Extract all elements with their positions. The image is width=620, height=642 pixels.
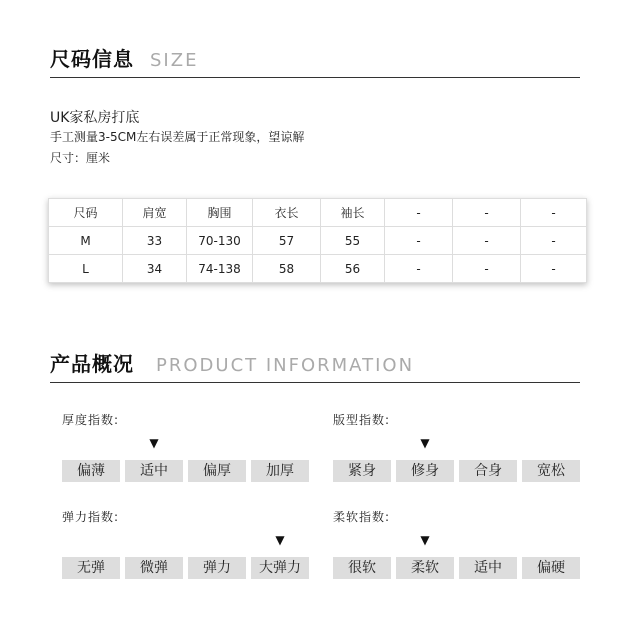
table-cell: 34 <box>123 255 187 283</box>
elasticity-index <box>62 508 307 608</box>
table-header-cell: - <box>385 199 453 227</box>
index-option: 宽松 <box>522 460 580 482</box>
fit-index <box>333 411 578 511</box>
index-option: 无弹 <box>62 557 120 579</box>
index-label: 厚度指数: <box>62 413 120 427</box>
index-option: 偏薄 <box>62 460 120 482</box>
index-option: 紧身 <box>333 460 391 482</box>
index-option: 大弹力 <box>251 557 309 579</box>
index-label: 弹力指数: <box>62 510 120 524</box>
table-header-cell: 衣长 <box>253 199 321 227</box>
index-label: 版型指数: <box>333 413 391 427</box>
table-cell: 70-130 <box>187 227 253 255</box>
size-section-header <box>50 47 580 78</box>
selected-arrow-icon: ▼ <box>275 533 285 547</box>
brand-note: UK家私房打底 <box>50 110 140 126</box>
selected-arrow-icon: ▼ <box>149 436 159 450</box>
table-cell: M <box>49 227 123 255</box>
thickness-index <box>62 411 307 511</box>
index-option: 偏硬 <box>522 557 580 579</box>
softness-index <box>333 508 578 608</box>
unit-note: 尺寸：厘米 <box>50 151 111 165</box>
measurement-note: 手工测量3-5CM左右误差属于正常现象，望谅解 <box>50 130 305 144</box>
selected-arrow-icon: ▼ <box>420 436 430 450</box>
index-option: 适中 <box>125 460 183 482</box>
table-header-cell: - <box>521 199 587 227</box>
table-cell: 33 <box>123 227 187 255</box>
table-cell: 57 <box>253 227 321 255</box>
product-section-title: 产品概况 <box>50 352 134 376</box>
table-cell: L <box>49 255 123 283</box>
table-cell: - <box>521 227 587 255</box>
table-header-row <box>49 199 587 227</box>
table-header-cell: 肩宽 <box>123 199 187 227</box>
index-option: 修身 <box>396 460 454 482</box>
table-cell: 58 <box>253 255 321 283</box>
table-cell: - <box>453 227 521 255</box>
table-cell: 55 <box>321 227 385 255</box>
table-header-cell: - <box>453 199 521 227</box>
product-section-header <box>50 352 580 383</box>
index-option: 柔软 <box>396 557 454 579</box>
table-cell: - <box>385 227 453 255</box>
table-cell: 74-138 <box>187 255 253 283</box>
table-row <box>49 255 587 283</box>
index-label: 柔软指数: <box>333 510 391 524</box>
size-section-title: 尺码信息 <box>50 47 134 71</box>
table-header-cell: 袖长 <box>321 199 385 227</box>
table-cell: 56 <box>321 255 385 283</box>
table-header-cell: 胸围 <box>187 199 253 227</box>
index-option: 很软 <box>333 557 391 579</box>
index-option: 偏厚 <box>188 460 246 482</box>
size-section-title-en: SIZE <box>150 50 199 71</box>
table-row <box>49 227 587 255</box>
table-cell: - <box>385 255 453 283</box>
table-cell: - <box>521 255 587 283</box>
index-option: 微弹 <box>125 557 183 579</box>
table-cell: - <box>453 255 521 283</box>
index-option: 加厚 <box>251 460 309 482</box>
table-header-cell: 尺码 <box>49 199 123 227</box>
index-option: 弹力 <box>188 557 246 579</box>
index-option: 合身 <box>459 460 517 482</box>
size-table <box>48 198 587 283</box>
product-section-title-en: PRODUCT INFORMATION <box>156 355 415 376</box>
selected-arrow-icon: ▼ <box>420 533 430 547</box>
index-option: 适中 <box>459 557 517 579</box>
